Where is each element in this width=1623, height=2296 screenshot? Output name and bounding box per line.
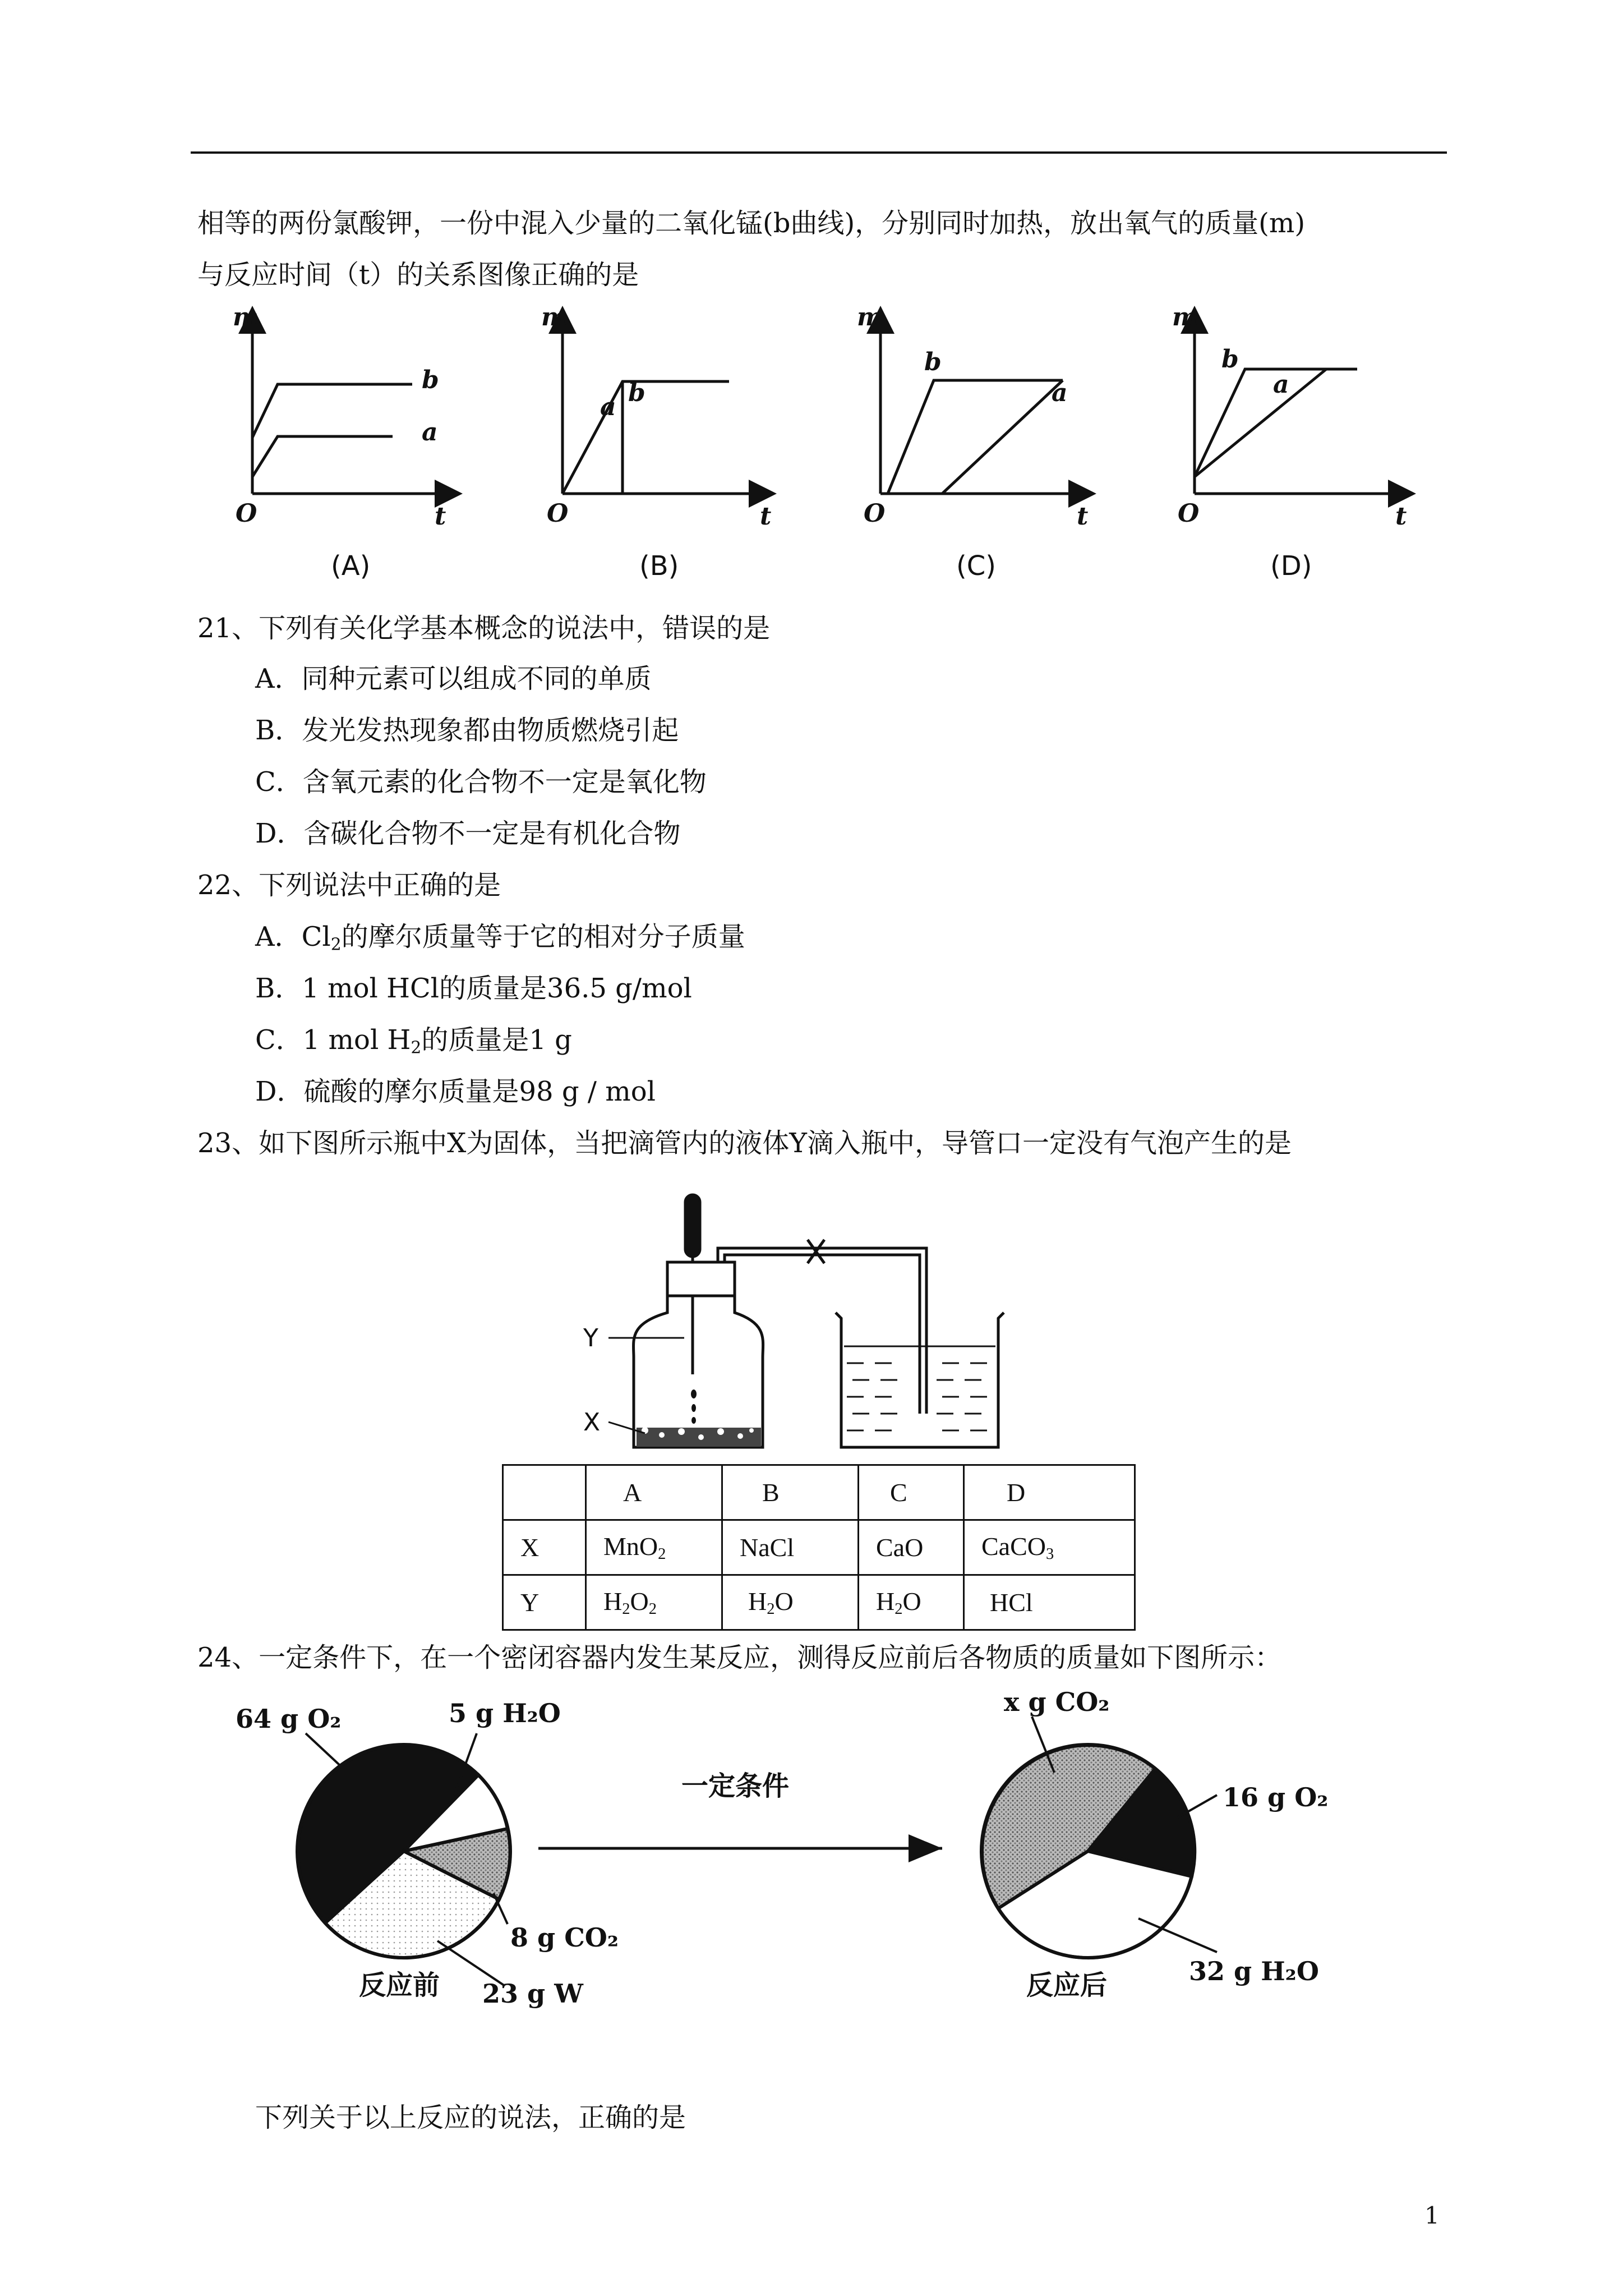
graph-b-b: b [628,379,645,407]
q22-option-c: C．1 mol $H_2$的质量是1 g [255,1024,572,1058]
table-cell: HCl [964,1575,1135,1630]
q21-option-b: B．发光发热现象都由物质燃烧引起 [255,715,679,746]
intro-line-1: 相等的两份氯酸钾，一份中混入少量的二氧化锰(b曲线)，分别同时加热，放出氧气的质量(m) [197,208,1306,239]
table-header-row [503,1465,1135,1520]
label-32g-h2o: 32 g H₂O [1189,1956,1319,1986]
q23-stem: 23、如下图所示瓶中X为固体，当把滴管内的液体Y滴入瓶中，导管口一定没有气泡产生的是 [197,1128,1292,1159]
table-header: D [964,1465,1135,1520]
caption-after: 反应后 [1026,1970,1108,2001]
table-header: A [586,1465,722,1520]
graph-a [252,320,449,494]
q21-stem: 21、下列有关化学基本概念的说法中，错误的是 [197,613,771,644]
label-x: X [583,1408,601,1437]
label-64g-o2: 64 g O₂ [236,1704,342,1734]
table-cell: CaCO$_3$ [964,1520,1135,1575]
graph-b-m: m [541,303,568,332]
label-23g-w: 23 g W [482,1978,583,2009]
q24-follow-text: 下列关于以上反应的说法，正确的是 [255,2102,686,2133]
page-number: 1 [1424,2202,1440,2229]
q22-option-b: B．1 mol HCl的质量是36.5 g/mol [255,973,692,1004]
header-rule [191,151,1447,154]
label-y: Y [583,1324,598,1352]
graph-b-a: a [600,393,616,421]
graph-b-caption: (B) [639,550,679,582]
graph-c-a: a [1052,379,1068,407]
label-16g-o2: 16 g O₂ [1223,1782,1329,1812]
graph-d-a: a [1273,370,1289,399]
graph-b-o: O [547,499,569,528]
reaction-pie-diagram [213,1683,1335,2019]
graph-a-o: O [236,499,257,528]
table-row [503,1520,1135,1575]
graph-d-m: m [1172,303,1198,332]
graph-d-caption: (D) [1270,550,1312,582]
graph-c-b: b [924,348,942,376]
q21-option-d: D．含碳化合物不一定是有机化合物 [255,818,681,849]
graph-b-t: t [760,502,772,531]
pie-before [297,1745,510,1958]
q21-option-c: C．含氧元素的化合物不一定是氧化物 [255,766,707,798]
graph-a-caption: (A) [331,550,371,582]
table-header: B [722,1465,859,1520]
q21-option-a: A．同种元素可以组成不同的单质 [255,663,652,694]
table-cell: $H_2O_2$ [586,1575,722,1630]
table-cell: X [503,1520,586,1575]
intro-line-2: 与反应时间（t）的关系图像正确的是 [197,259,639,291]
graph-c-m: m [857,303,883,332]
table-row [503,1575,1135,1630]
q22-option-a: A．$Cl_2$的摩尔质量等于它的相对分子质量 [255,921,745,955]
apparatus-diagram [583,1178,1009,1464]
label-5g-h2o: 5 g H₂O [449,1698,561,1728]
graph-c-o: O [864,499,886,528]
graph-a-a: a [422,418,438,447]
table-cell: Y [503,1575,586,1630]
q22-stem: 22、下列说法中正确的是 [197,869,501,901]
graph-d-o: O [1178,499,1200,528]
q22-option-d: D．硫酸的摩尔质量是98 g / mol [255,1076,656,1107]
graph-c-caption: (C) [956,550,996,582]
graph-d-b: b [1221,345,1239,374]
options-table [502,1464,1136,1631]
reaction-graphs [0,303,1623,595]
table-cell: CaO [859,1520,964,1575]
table-cell: MnO$_2$ [586,1520,722,1575]
graph-b [562,320,763,494]
table-cell: $H_2O$ [859,1575,964,1630]
caption-before: 反应前 [359,1970,440,2001]
table-header [503,1465,586,1520]
graph-a-b: b [422,366,439,394]
label-8g-co2: 8 g CO₂ [510,1922,619,1953]
pie-after [981,1745,1195,1958]
graph-c-t: t [1077,502,1089,531]
graph-d-t: t [1395,502,1407,531]
label-x-g-co2: x g CO₂ [1004,1687,1110,1717]
arrow-label: 一定条件 [681,1770,790,1802]
table-header: C [859,1465,964,1520]
table-cell: $H_2O$ [722,1575,859,1630]
graph-a-m: m [233,303,259,332]
q24-stem: 24、一定条件下，在一个密闭容器内发生某反应，测得反应前后各物质的质量如下图所示： [197,1642,1282,1673]
graph-a-t: t [435,502,446,531]
table-cell: NaCl [722,1520,859,1575]
